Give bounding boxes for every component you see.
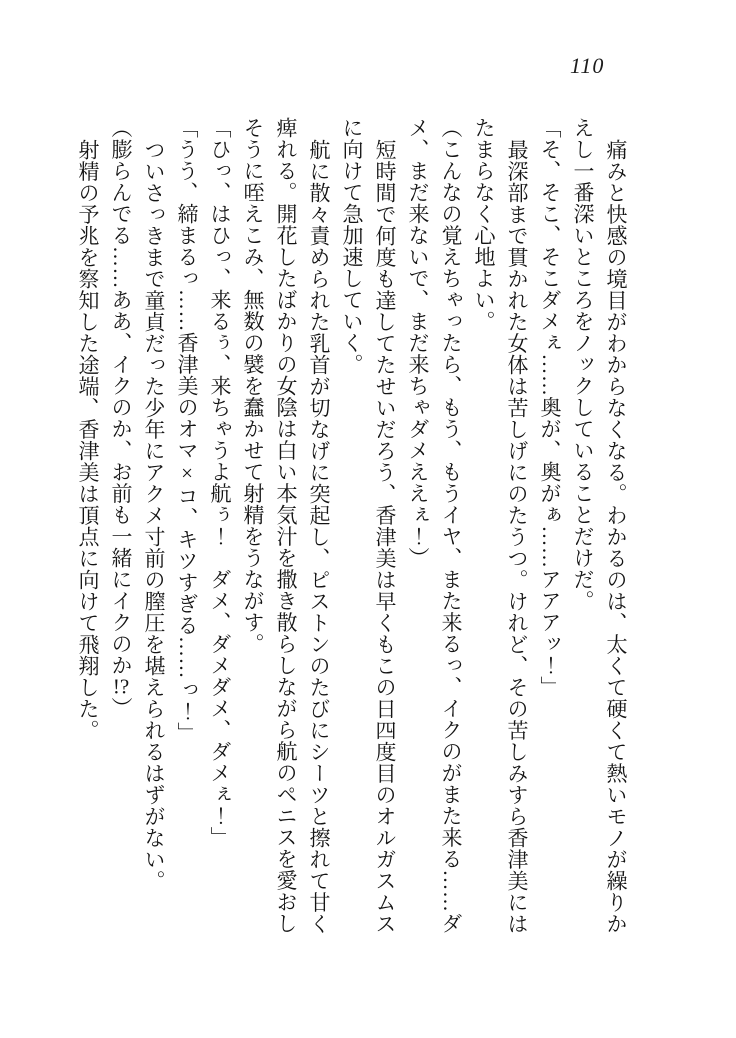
text-line: 射精の予兆を察知した途端、香津美は頂点に向けて飛翔した。 [76, 138, 100, 741]
text-line: 最深部まで貫かれた女体は苦しげにのたうつ。けれど、その苦しみすら香津美には [505, 138, 529, 934]
text-line: 航に散々責められた乳首が切なげに突起し、ピストンのたびにシーツと擦れて甘く [307, 138, 331, 934]
text-line: 痛みと快感の境目がわからなくなる。わかるのは、太くて硬くて熱いモノが繰りか [604, 138, 628, 934]
text-column-container [71, 117, 632, 949]
text-line: 「ひっ、はひっ、来るぅ、来ちゃうよ航ぅ！ ダメ、ダメダメ、ダメぇ！」 [208, 117, 232, 848]
text-line: メ、まだ来ないで、まだ来ちゃダメええぇ！） [406, 117, 430, 569]
text-line: たまらなく心地よい。 [472, 117, 496, 332]
text-line: に向けて急加速していく。 [340, 117, 364, 375]
text-line: 痺れる。開花したばかりの女陰は白い本気汁を撒き散らしながら航のペニスを愛おし [274, 117, 298, 934]
tate-chu-yoko-exclamation: !? [112, 676, 130, 697]
text-line: （こんなの覚えちゃったら、もう、もうイヤ、また来るっ、イクのがまた来る……ダ [439, 117, 463, 934]
text-line: ついさっきまで童貞だった少年にアクメ寸前の膣圧を堪えられるはずがない。 [142, 138, 166, 891]
text-line: 「そ、そこ、そこダメぇ……奥が、奥がぁ……アアアッ！」 [538, 117, 562, 698]
text-line: そうに咥えこみ、無数の襞を蠢かせて射精をうながす。 [241, 117, 265, 655]
text-line: 「うう、締まるっ……香津美のオマ×コ、キツすぎる……っ！」 [175, 117, 199, 744]
text-line: 短時間で何度も達してたせいだろう、香津美は早くもこの日四度目のオルガスムス [373, 138, 397, 934]
text-line: えし一番深いところをノックしていることだけだ。 [571, 117, 595, 612]
page-number: 110 [570, 53, 605, 78]
text-line: （膨らんでる……ああ、イクのか、お前も一緒にイクのか!?） [109, 117, 133, 719]
